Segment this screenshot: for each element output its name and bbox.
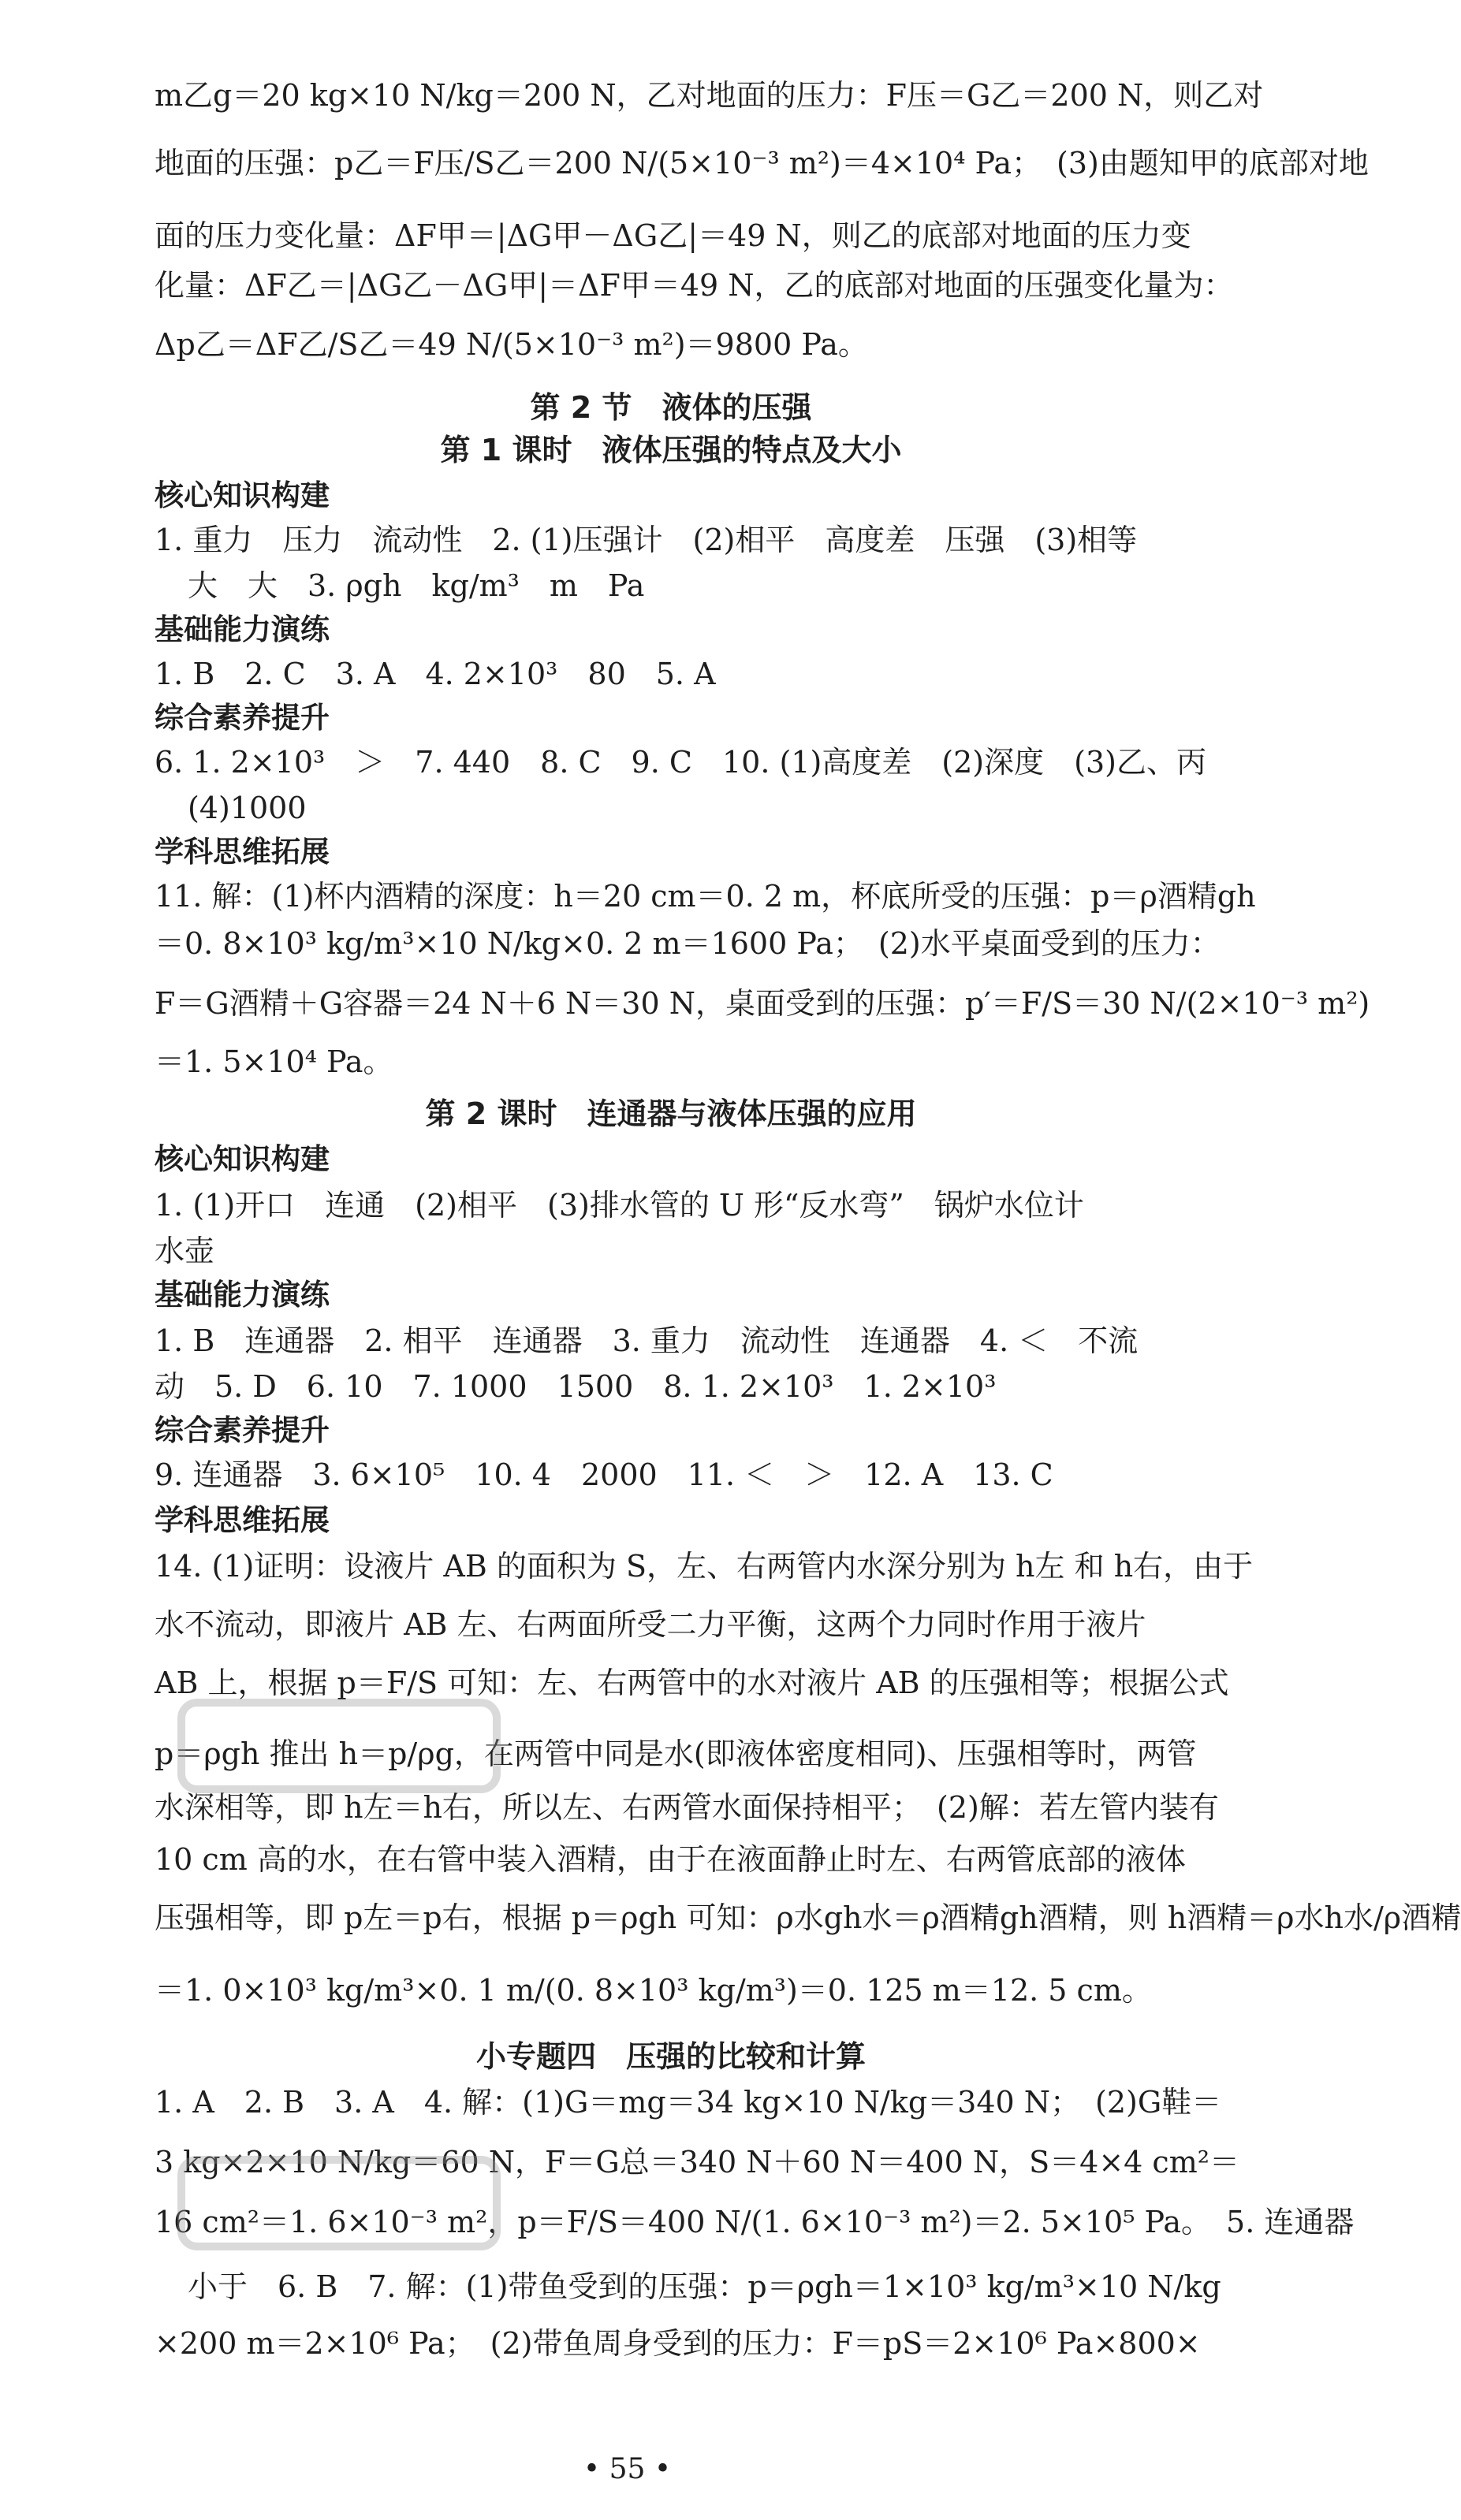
page-number: • 55 •	[583, 2453, 672, 2485]
text-line: 小于 6. B 7. 解：(1)带鱼受到的压强：p＝ρgh＝1×10³ kg/m³×10 N/kg	[188, 2269, 1221, 2304]
text-line: 16 cm²＝1. 6×10⁻³ m²，p＝F/S＝400 N/(1. 6×10⁻³ m²)＝2. 5×10⁵ Pa。 5. 连通器	[155, 2205, 1355, 2239]
lesson-title: 第 1 课时 液体压强的特点及大小	[440, 433, 902, 467]
text-line: 面的压力变化量：ΔF甲＝|ΔG甲－ΔG乙|＝49 N，则乙的底部对地面的压力变	[155, 218, 1191, 253]
text-line: 大 大 3. ρgh kg/m³ m Pa	[188, 568, 645, 603]
text-line: 3 kg×2×10 N/kg＝60 N，F＝G总＝340 N＋60 N＝400 N，S＝4×4 cm²＝	[155, 2145, 1239, 2179]
text-line: 1. A 2. B 3. A 4. 解：(1)G＝mg＝34 kg×10 N/kg＝340 N； (2)G鞋＝	[155, 2085, 1222, 2120]
text-line: ＝1. 0×10³ kg/m³×0. 1 m/(0. 8×10³ kg/m³)＝0. 125 m＝12. 5 cm。	[155, 1973, 1152, 2008]
section-heading: 综合素养提升	[155, 1413, 330, 1447]
text-line: 地面的压强：p乙＝F压/S乙＝200 N/(5×10⁻³ m²)＝4×10⁴ Pa； (3)由题知甲的底部对地	[155, 146, 1369, 181]
section-heading: 核心知识构建	[155, 478, 330, 512]
text-line: 1. B 2. C 3. A 4. 2×10³ 80 5. A	[155, 657, 716, 691]
text-line: 动 5. D 6. 10 7. 1000 1500 8. 1. 2×10³ 1. 2×10³	[155, 1369, 997, 1404]
text-line: F＝G酒精＋G容器＝24 N＋6 N＝30 N，桌面受到的压强：p′＝F/S＝30 N/(2×10⁻³ m²)	[155, 986, 1370, 1021]
text-line: 化量：ΔF乙＝|ΔG乙－ΔG甲|＝ΔF甲＝49 N，乙的底部对地面的压强变化量为：	[155, 268, 1234, 303]
section-heading: 基础能力演练	[155, 1278, 330, 1312]
text-line: Δp乙＝ΔF乙/S乙＝49 N/(5×10⁻³ m²)＝9800 Pa。	[155, 327, 868, 362]
section-title: 第 2 节 液体的压强	[530, 390, 812, 425]
topic-title: 小专题四 压强的比较和计算	[475, 2039, 866, 2074]
text-line: 11. 解：(1)杯内酒精的深度：h＝20 cm＝0. 2 m，杯底所受的压强：p＝ρ酒精gh	[155, 879, 1256, 914]
section-heading: 核心知识构建	[155, 1142, 330, 1176]
text-line: 9. 连通器 3. 6×10⁵ 10. 4 2000 11. ＜ ＞ 12. A 13. C	[155, 1457, 1053, 1492]
text-line: ＝0. 8×10³ kg/m³×10 N/kg×0. 2 m＝1600 Pa； (2)水平桌面受到的压力：	[155, 926, 1221, 961]
text-line: 1. (1)开口 连通 (2)相平 (3)排水管的 U 形“反水弯” 锅炉水位计	[155, 1188, 1084, 1223]
text-line: 水不流动，即液片 AB 左、右两面所受二力平衡，这两个力同时作用于液片	[155, 1607, 1146, 1642]
text-line: m乙g＝20 kg×10 N/kg＝200 N，乙对地面的压力：F压＝G乙＝200 N，则乙对	[155, 78, 1264, 113]
section-heading: 综合素养提升	[155, 701, 330, 735]
lesson-title: 第 2 课时 连通器与液体压强的应用	[425, 1096, 917, 1131]
text-line: 1. 重力 压力 流动性 2. (1)压强计 (2)相平 高度差 压强 (3)相等	[155, 523, 1138, 557]
text-line: ×200 m＝2×10⁶ Pa； (2)带鱼周身受到的压力：F＝pS＝2×10⁶ Pa×800×	[155, 2326, 1201, 2361]
text-line: 水深相等，即 h左＝h右，所以左、右两管水面保持相平； (2)解：若左管内装有	[155, 1790, 1219, 1825]
text-line: 14. (1)证明：设液片 AB 的面积为 S，左、右两管内水深分别为 h左 和 h右，由于	[155, 1549, 1254, 1584]
section-heading: 学科思维拓展	[155, 835, 330, 869]
section-heading: 学科思维拓展	[155, 1503, 330, 1537]
text-line: 6. 1. 2×10³ ＞ 7. 440 8. C 9. C 10. (1)高度差 (2)深度 (3)乙、丙	[155, 745, 1206, 780]
text-line: 10 cm 高的水，在右管中装入酒精，由于在液面静止时左、右两管底部的液体	[155, 1842, 1186, 1877]
text-line: p＝ρgh 推出 h＝p/ρg，在两管中同是水(即液体密度相同)、压强相等时，两管	[155, 1736, 1197, 1771]
section-heading: 基础能力演练	[155, 612, 330, 646]
text-line: 1. B 连通器 2. 相平 连通器 3. 重力 流动性 连通器 4. ＜ 不流	[155, 1323, 1139, 1358]
text-line: 水壶	[155, 1234, 215, 1268]
text-line: AB 上，根据 p＝F/S 可知：左、右两管中的水对液片 AB 的压强相等；根据公式	[155, 1666, 1229, 1700]
text-line: (4)1000	[188, 791, 307, 825]
text-line: ＝1. 5×10⁴ Pa。	[155, 1044, 393, 1079]
text-line: 压强相等，即 p左＝p右，根据 p＝ρgh 可知：ρ水gh水＝ρ酒精gh酒精，则 h酒精＝ρ水h水/ρ酒精	[155, 1900, 1461, 1935]
